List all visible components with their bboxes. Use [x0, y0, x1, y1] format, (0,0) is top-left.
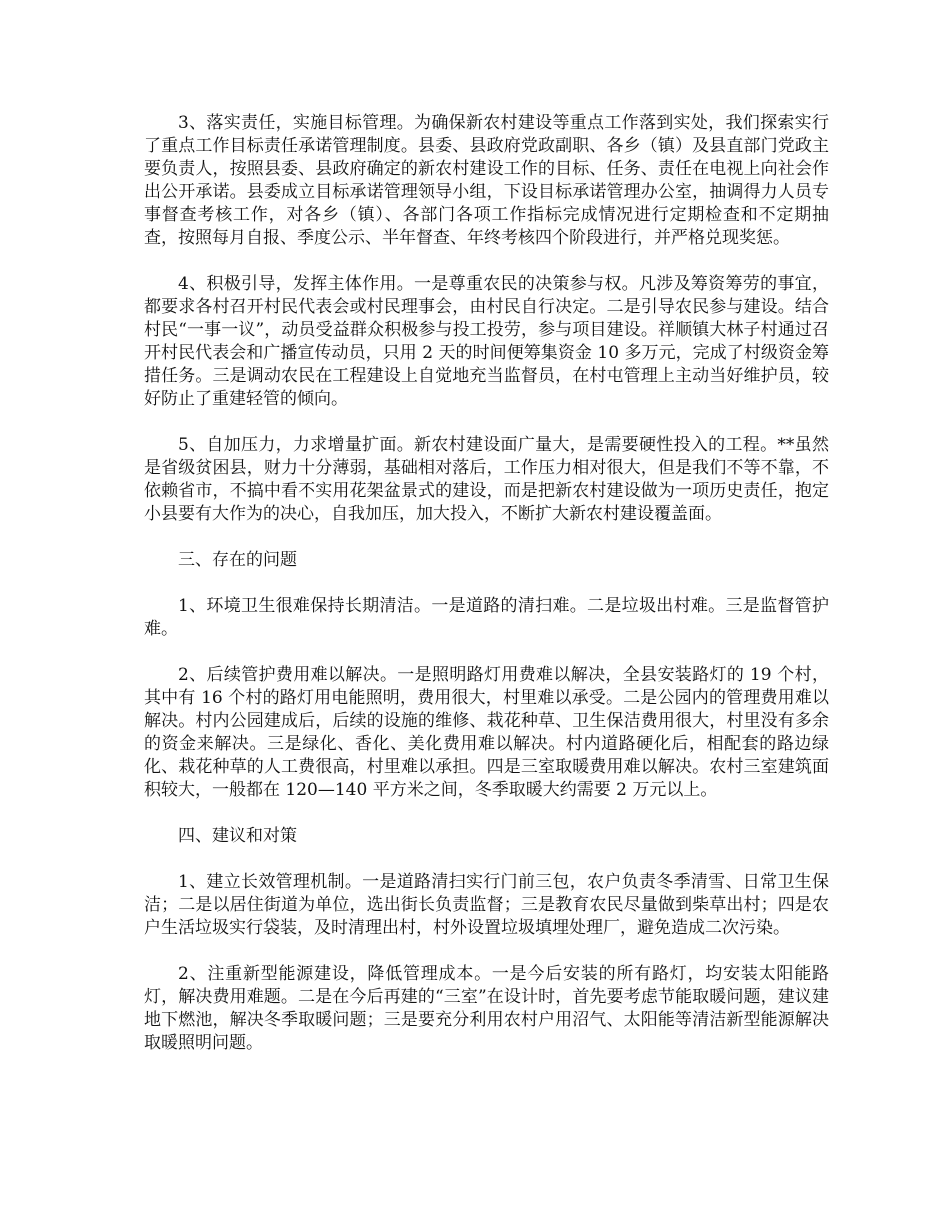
- section-heading-problems: 三、存在的问题: [178, 550, 297, 570]
- document-body: [144, 112, 829, 1078]
- paragraph-self-pressure: 5、自加压力，力求增量扩面。新农村建设面广量大，是需要硬性投入的工程。**虽然是省级贫困县，财力十分薄弱，基础相对落后，工作压力相对很大，但是我们不等不靠，不依赖省市，不搞中看不实用花架盆景式的建设，而是把新农村建设做为一项历史责任，抱定小县要有大作为的决心，自我加压，加大投入，不断扩大新农村建设覆盖面。: [144, 435, 829, 524]
- paragraph-long-term-mechanism: 1、建立长效管理机制。一是道路清扫实行门前三包，农户负责冬季清雪、日常卫生保洁；二是以居住街道为单位，选出街长负责监督；三是教育农民尽量做到柴草出村；四是农户生活垃圾实行袋装，及时清理出村，村外设置垃圾填埋处理厂，避免造成二次污染。: [144, 872, 829, 938]
- paragraph-maintenance-costs: 2、后续管护费用难以解决。一是照明路灯用费难以解决，全县安装路灯的 19 个村，其中有 16 个村的路灯用电能照明，费用很大，村里难以承受。二是公园内的管理费用难以解决。村内公园建成后，后续的设施的维修、栽花种草、卫生保洁费用很大，村里没有多余的资金来解决。三是绿化、香化、美化费用难以解决。村内道路硬化后，相配套的路边绿化、栽花种草的人工费很高，村里难以承担。四是三室取暖费用难以解决。农村三室建筑面积较大，一般都在 120—140 平方米之间，冬季取暖大约需要 2 万元以上。: [144, 665, 829, 800]
- section-heading-suggestions: 四、建议和对策: [178, 826, 297, 846]
- paragraph-new-energy: 2、注重新型能源建设，降低管理成本。一是今后安装的所有路灯，均安装太阳能路灯，解决费用难题。二是在今后再建的“三室”在设计时，首先要考虑节能取暖问题，建议建地下燃池，解决冬季取暖问题；三是要充分利用农村户用沼气、太阳能等清洁新型能源解决取暖照明问题。: [144, 964, 829, 1053]
- paragraph-sanitation: 1、环境卫生很难保持长期清洁。一是道路的清扫难。二是垃圾出村难。三是监督管护难。: [144, 596, 829, 639]
- paragraph-active-guidance: 4、积极引导，发挥主体作用。一是尊重农民的决策参与权。凡涉及筹资筹劳的事宜，都要求各村召开村民代表会或村民理事会，由村民自行决定。二是引导农民参与建设。结合村民“一事一议”，动员受益群众积极参与投工投劳，参与项目建设。祥顺镇大林子村通过召开村民代表会和广播宣传动员，只用 2 天的时间便筹集资金 10 多万元，完成了村级资金筹措任务。三是调动农民在工程建设上自觉地充当监督员，在村屯管理上主动当好维护员，较好防止了重建轻管的倾向。: [144, 274, 829, 409]
- paragraph-implement-responsibility: 3、落实责任，实施目标管理。为确保新农村建设等重点工作落到实处，我们探索实行了重点工作目标责任承诺管理制度。县委、县政府党政副职、各乡（镇）及县直部门党政主要负责人，按照县委、县政府确定的新农村建设工作的目标、任务、责任在电视上向社会作出公开承诺。县委成立目标承诺管理领导小组，下设目标承诺管理办公室，抽调得力人员专事督查考核工作，对各乡（镇）、各部门各项工作指标完成情况进行定期检查和不定期抽查，按照每月自报、季度公示、半年督查、年终考核四个阶段进行，并严格兑现奖惩。: [144, 113, 829, 248]
